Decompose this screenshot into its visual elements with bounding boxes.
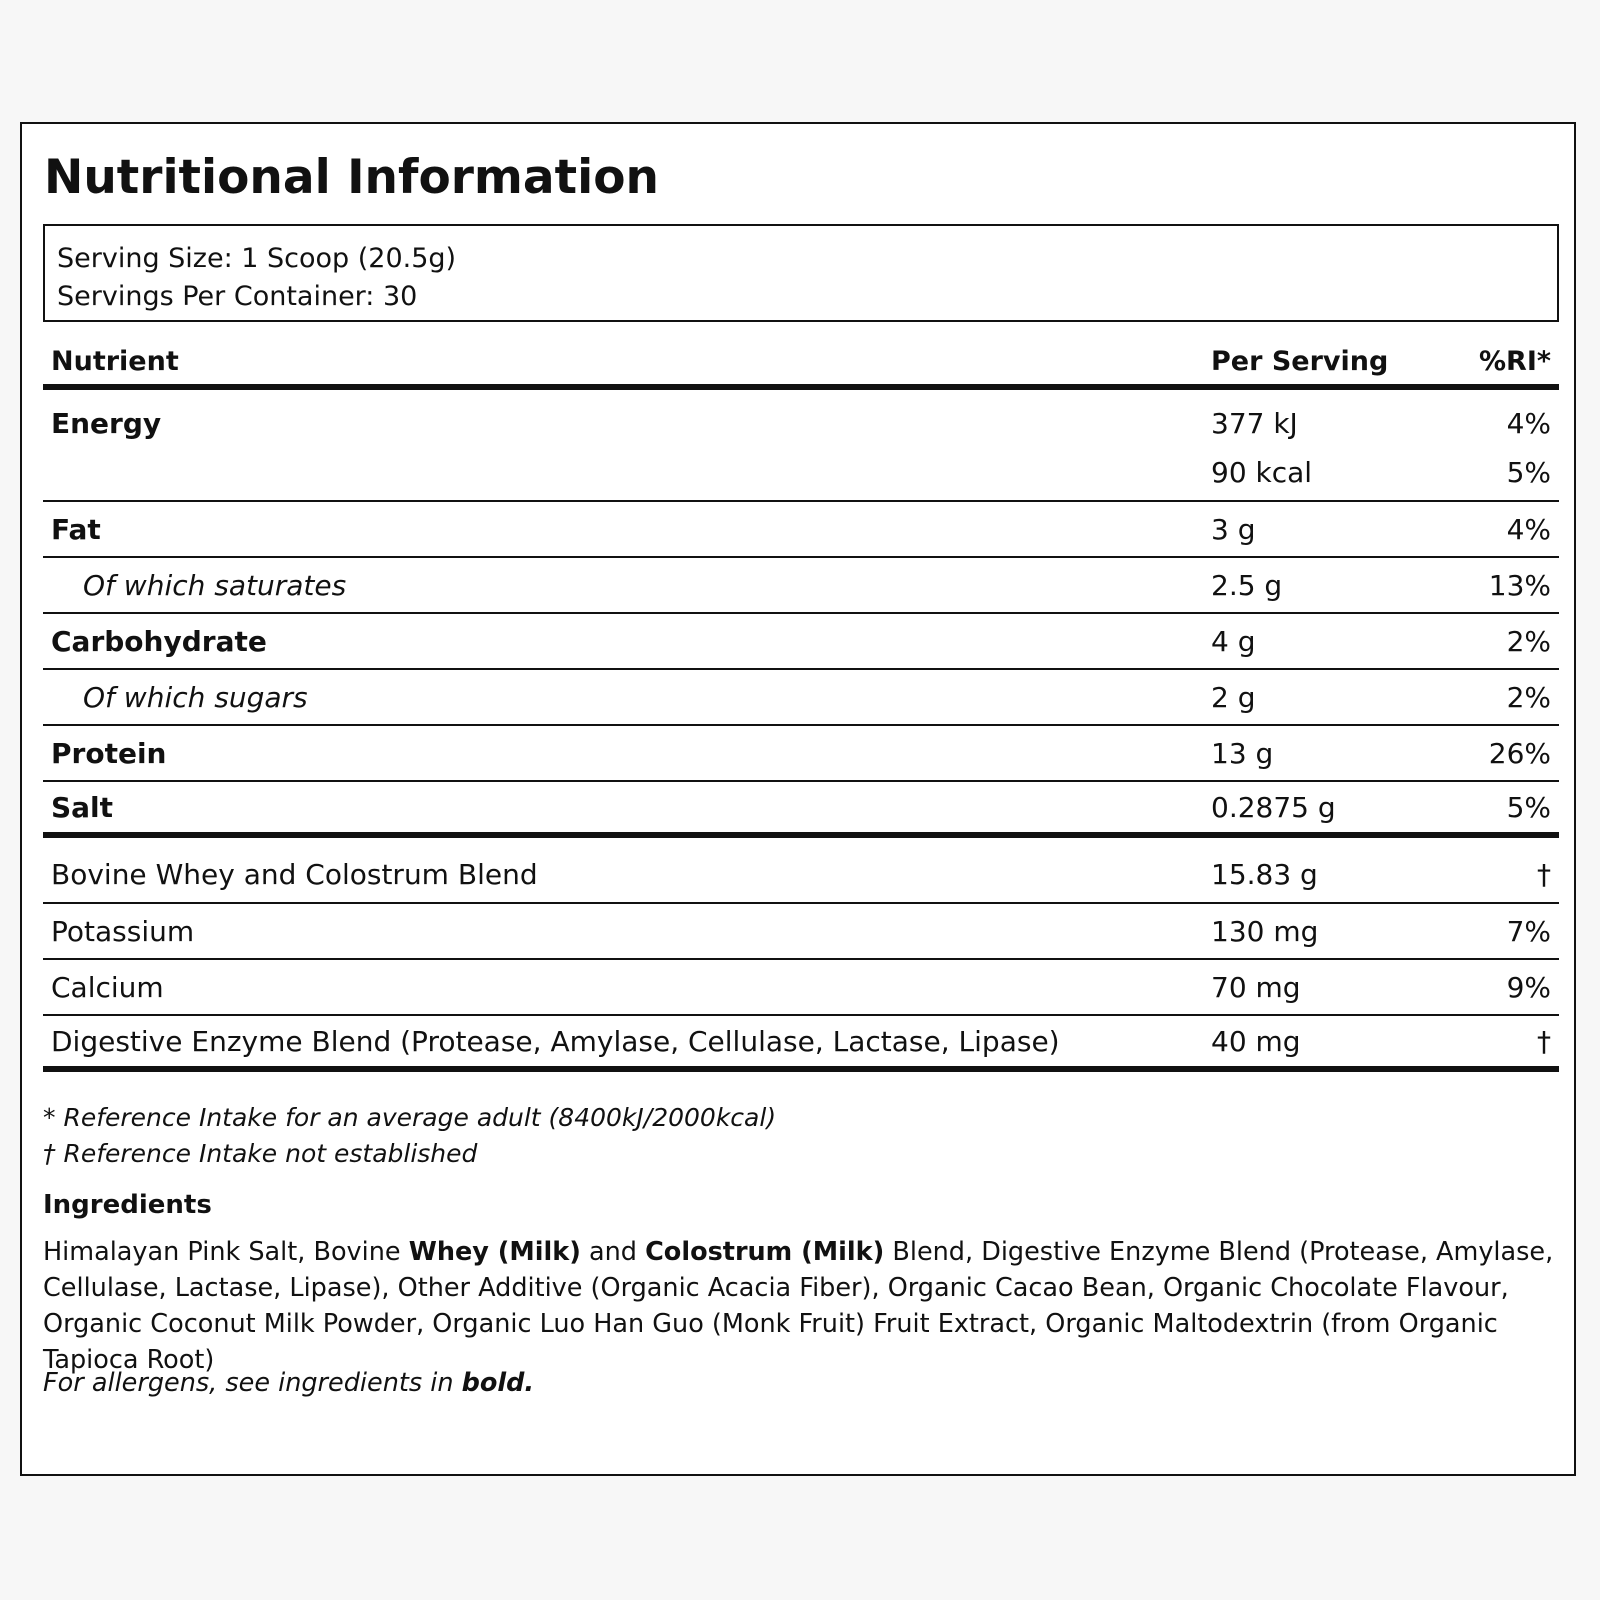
allergen-whey: Whey (Milk) [408,1237,581,1267]
per-serving-value: 90 kcal [1211,455,1313,489]
per-serving-value: 2.5 g [1211,568,1283,602]
nutrient-name: Fat [51,512,101,546]
table-row-sugars [43,670,1559,726]
ingredients-heading: Ingredients [43,1190,212,1220]
ri-value: 4% [1506,512,1551,546]
ri-value: 2% [1506,680,1551,714]
ri-value: 2% [1506,624,1551,658]
header-nutrient: Nutrient [51,345,179,377]
table-row-salt [43,782,1559,838]
allergen-note-text: For allergens, see ingredients in [43,1368,462,1398]
allergen-colostrum: Colostrum (Milk) [645,1237,885,1267]
table-row-enzyme-blend [43,1016,1559,1072]
table-row-energy-kcal [43,444,1559,502]
ri-value: † [1537,857,1551,891]
ingredients-text-part: and [580,1237,646,1267]
ri-value: 4% [1506,406,1551,440]
ri-value: 7% [1506,914,1551,948]
nutrient-name: Potassium [51,914,195,948]
nutrient-name: Of which saturates [83,568,347,602]
per-serving-value: 15.83 g [1211,857,1318,891]
page-title: Nutritional Information [44,150,659,205]
table-row-protein [43,726,1559,782]
per-serving-value: 130 mg [1211,914,1319,948]
table-row-energy-kj [43,390,1559,444]
per-serving-value: 0.2875 g [1211,790,1336,824]
nutrient-name: Of which sugars [83,680,308,714]
nutrient-name: Protein [51,736,167,770]
nutrient-name: Digestive Enzyme Blend (Protease, Amylase, Cellulase, Lactase, Lipase) [51,1024,1060,1058]
allergen-note [43,1368,534,1398]
nutrition-table [43,338,1559,1072]
per-serving-value: 70 mg [1211,970,1301,1004]
table-row-carbohydrate [43,614,1559,670]
serving-info-box [43,224,1559,322]
footnotes [43,1100,776,1172]
per-serving-value: 4 g [1211,624,1256,658]
table-row-calcium [43,960,1559,1016]
nutrient-name: Calcium [51,970,164,1004]
ri-value: 13% [1488,568,1551,602]
ingredients-text-part: Blend, Digestive Enzyme Blend (Protease, Amylase, Cellulase, Lactase, Lipase), Other Additive (Organic Acacia Fiber), Organic Cacao Bean, Organic Chocolate Flavour, Organic Coconut Milk Powder, Organic Luo Han Guo (Monk Fruit) Fruit Extract, Organic Maltodextrin (from Organic Tapioca Root) [43,1237,1554,1375]
servings-per-container: Servings Per Container: 30 [57,281,418,312]
ri-value: 5% [1506,790,1551,824]
nutrient-name: Carbohydrate [51,624,267,658]
nutrient-name: Salt [51,790,114,824]
table-header [43,338,1559,390]
nutrient-name: Energy [51,406,162,440]
nutrient-name: Bovine Whey and Colostrum Blend [51,857,538,891]
nutrition-label [20,122,1576,1476]
table-row-saturates [43,558,1559,614]
table-row-potassium [43,904,1559,960]
ri-value: † [1537,1024,1551,1058]
per-serving-value: 3 g [1211,512,1256,546]
per-serving-value: 377 kJ [1211,406,1298,440]
header-ri: %RI* [1478,345,1551,377]
header-per-serving: Per Serving [1211,345,1389,377]
ingredients-list [43,1234,1563,1378]
footnote-ri-not-established: † Reference Intake not established [43,1139,478,1168]
ri-value: 5% [1506,455,1551,489]
per-serving-value: 2 g [1211,680,1256,714]
ingredients-text-part: Himalayan Pink Salt, Bovine [43,1237,409,1267]
serving-size: Serving Size: 1 Scoop (20.5g) [57,243,457,274]
per-serving-value: 13 g [1211,736,1274,770]
per-serving-value: 40 mg [1211,1024,1301,1058]
allergen-note-bold: bold. [461,1368,535,1398]
table-row-fat [43,502,1559,558]
footnote-ri-reference: * Reference Intake for an average adult (8400kJ/2000kcal) [43,1103,777,1132]
table-row-whey-colostrum [43,838,1559,904]
ri-value: 26% [1488,736,1551,770]
ri-value: 9% [1506,970,1551,1004]
